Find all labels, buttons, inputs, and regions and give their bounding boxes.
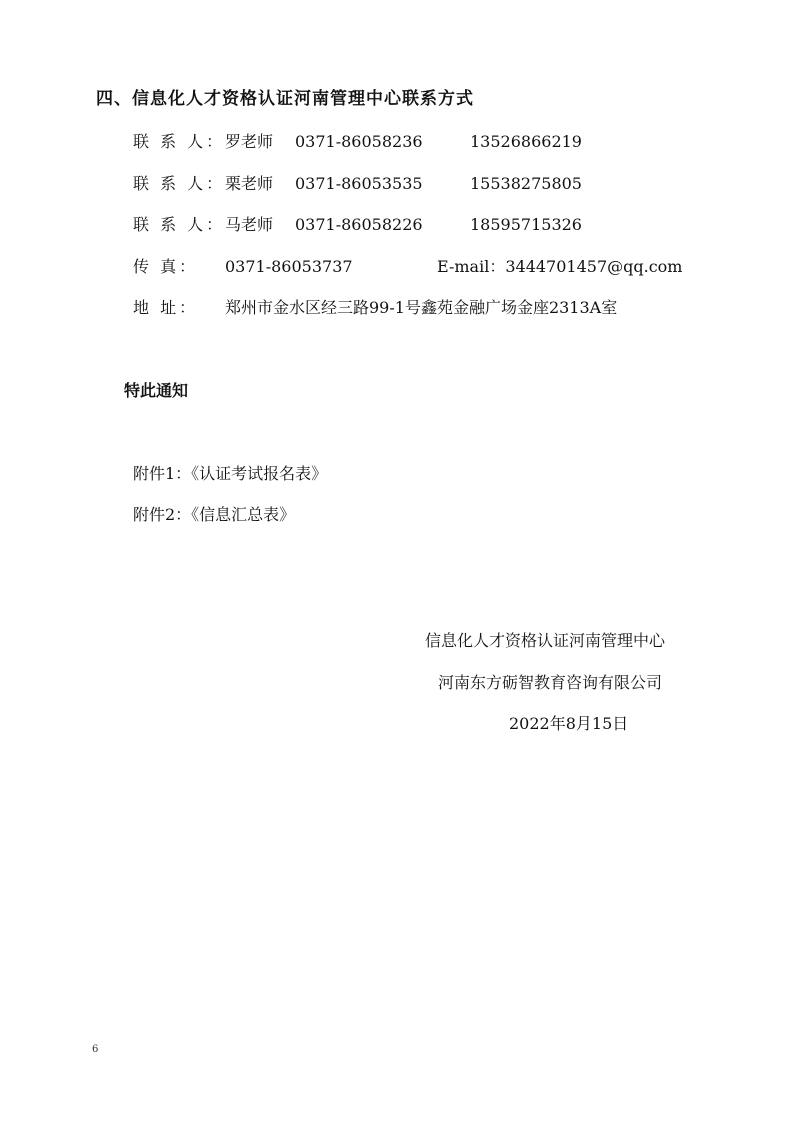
contact-phone: 0371-86058226	[295, 215, 423, 234]
fax-number: 0371-86053737	[225, 257, 353, 276]
closing-text: 特此通知	[124, 381, 189, 400]
page-number: 6	[92, 1044, 99, 1055]
contact-label: 联 系 人：	[133, 215, 226, 234]
fax-row	[133, 254, 682, 277]
signature-org-secondary: 河南东方砺智教育咨询有限公司	[438, 673, 663, 692]
contact-mobile: 15538275805	[470, 174, 582, 193]
signature-date: 2022年8月15日	[509, 714, 629, 733]
contact-mobile: 18595715326	[470, 215, 582, 234]
address-label: 地 址：	[133, 298, 199, 317]
signature-org-primary: 信息化人才资格认证河南管理中心	[425, 631, 666, 650]
section-heading: 四、信息化人才资格认证河南管理中心联系方式	[96, 89, 474, 109]
address-row	[133, 295, 617, 318]
contact-row	[133, 171, 582, 194]
contact-label: 联 系 人：	[133, 174, 226, 193]
contact-phone: 0371-86058236	[295, 132, 423, 151]
contact-phone: 0371-86053535	[295, 174, 423, 193]
contact-name: 马老师	[225, 215, 274, 234]
attachment-item: 附件1：《认证考试报名表》	[133, 464, 328, 483]
email-address: E-mail：3444701457@qq.com	[437, 257, 683, 276]
contact-label: 联 系 人：	[133, 132, 226, 151]
contact-name: 栗老师	[225, 174, 274, 193]
contact-mobile: 13526866219	[470, 132, 582, 151]
attachment-item: 附件2：《信息汇总表》	[133, 505, 296, 524]
contact-row	[133, 212, 582, 235]
contact-row	[133, 129, 582, 152]
fax-label: 传 真：	[133, 257, 199, 276]
address-value: 郑州市金水区经三路99-1号鑫苑金融广场金座2313A室	[225, 298, 618, 317]
contact-name: 罗老师	[225, 132, 274, 151]
